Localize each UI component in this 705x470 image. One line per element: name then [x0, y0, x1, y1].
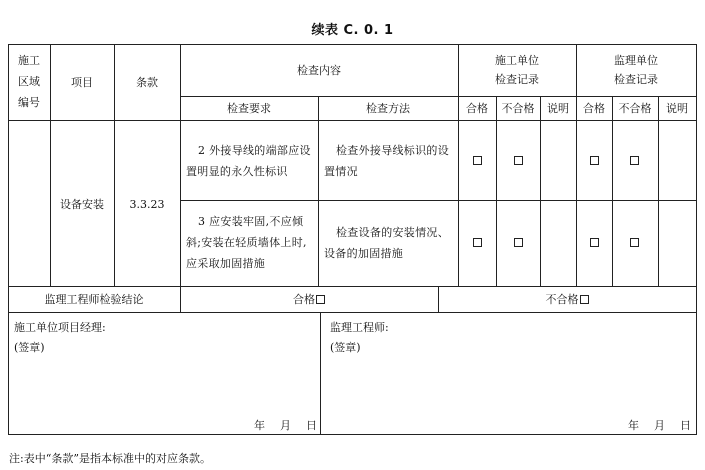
header-method: 检查方法	[366, 102, 410, 115]
row1-requirement: 2 外接导线的端部应设置明显的永久性标识	[186, 144, 311, 178]
row-clause: 3.3.23	[129, 198, 165, 211]
conclusion-qualified-option[interactable]	[180, 294, 438, 305]
header-supervisor-unqualified: 不合格	[618, 102, 652, 115]
contractor-seal-label: (签章)	[14, 341, 45, 354]
header-contractor-qualified: 合格	[466, 102, 488, 115]
row1-contractor-qualified-checkbox[interactable]	[473, 156, 482, 165]
conclusion-unqualified-option[interactable]	[438, 294, 696, 305]
header-area-line3: 编号	[18, 96, 40, 109]
row1-contractor-unqualified-checkbox[interactable]	[514, 156, 523, 165]
row1-supervisor-unqualified-checkbox[interactable]	[630, 156, 639, 165]
row2-contractor-qualified-checkbox[interactable]	[473, 238, 482, 247]
row2-supervisor-qualified-checkbox[interactable]	[590, 238, 599, 247]
row2-contractor-unqualified-checkbox[interactable]	[514, 238, 523, 247]
header-supervisor-qualified: 合格	[583, 102, 605, 115]
contractor-manager-label: 施工单位项目经理:	[14, 321, 106, 334]
table-title: 续表 C. 0. 1	[311, 23, 394, 38]
conclusion-qualified-label: 合格	[293, 293, 315, 306]
row1-method: 检查外接导线标识的设置情况	[324, 144, 449, 178]
header-supervisor-line2: 检查记录	[614, 73, 658, 86]
row2-supervisor-unqualified-checkbox[interactable]	[630, 238, 639, 247]
supervisor-seal-label: (签章)	[330, 341, 361, 354]
header-requirement: 检查要求	[227, 102, 271, 115]
header-contractor-remark: 说明	[547, 102, 569, 115]
header-contractor-line2: 检查记录	[495, 73, 539, 86]
conclusion-qualified-checkbox[interactable]	[316, 295, 325, 304]
conclusion-unqualified-checkbox[interactable]	[580, 295, 589, 304]
header-item: 项目	[71, 76, 93, 89]
header-area-line2: 区域	[18, 75, 40, 88]
header-area-line1: 施工	[18, 54, 40, 67]
conclusion-unqualified-label: 不合格	[545, 293, 579, 306]
header-supervisor-line1: 监理单位	[614, 54, 658, 67]
supervisor-date-label: 年 月 日	[628, 419, 693, 432]
conclusion-label: 监理工程师检验结论	[44, 293, 144, 306]
row2-requirement: 3 应安装牢固,不应倾斜;安装在轻质墙体上时,应采取加固措施	[186, 215, 307, 270]
supervisor-engineer-label: 监理工程师:	[330, 321, 389, 334]
table-footnote: 注:表中“条款”是指本标准中的对应条款。	[9, 452, 211, 465]
row-item: 设备安装	[60, 198, 104, 211]
row2-method: 检查设备的安装情况、设备的加固措施	[324, 226, 449, 260]
row1-supervisor-qualified-checkbox[interactable]	[590, 156, 599, 165]
header-clause: 条款	[136, 76, 158, 89]
header-inspection-content: 检查内容	[297, 64, 341, 77]
header-supervisor-remark: 说明	[666, 102, 688, 115]
header-contractor-unqualified: 不合格	[501, 102, 535, 115]
header-contractor-line1: 施工单位	[495, 54, 539, 67]
contractor-date-label: 年 月 日	[254, 419, 319, 432]
